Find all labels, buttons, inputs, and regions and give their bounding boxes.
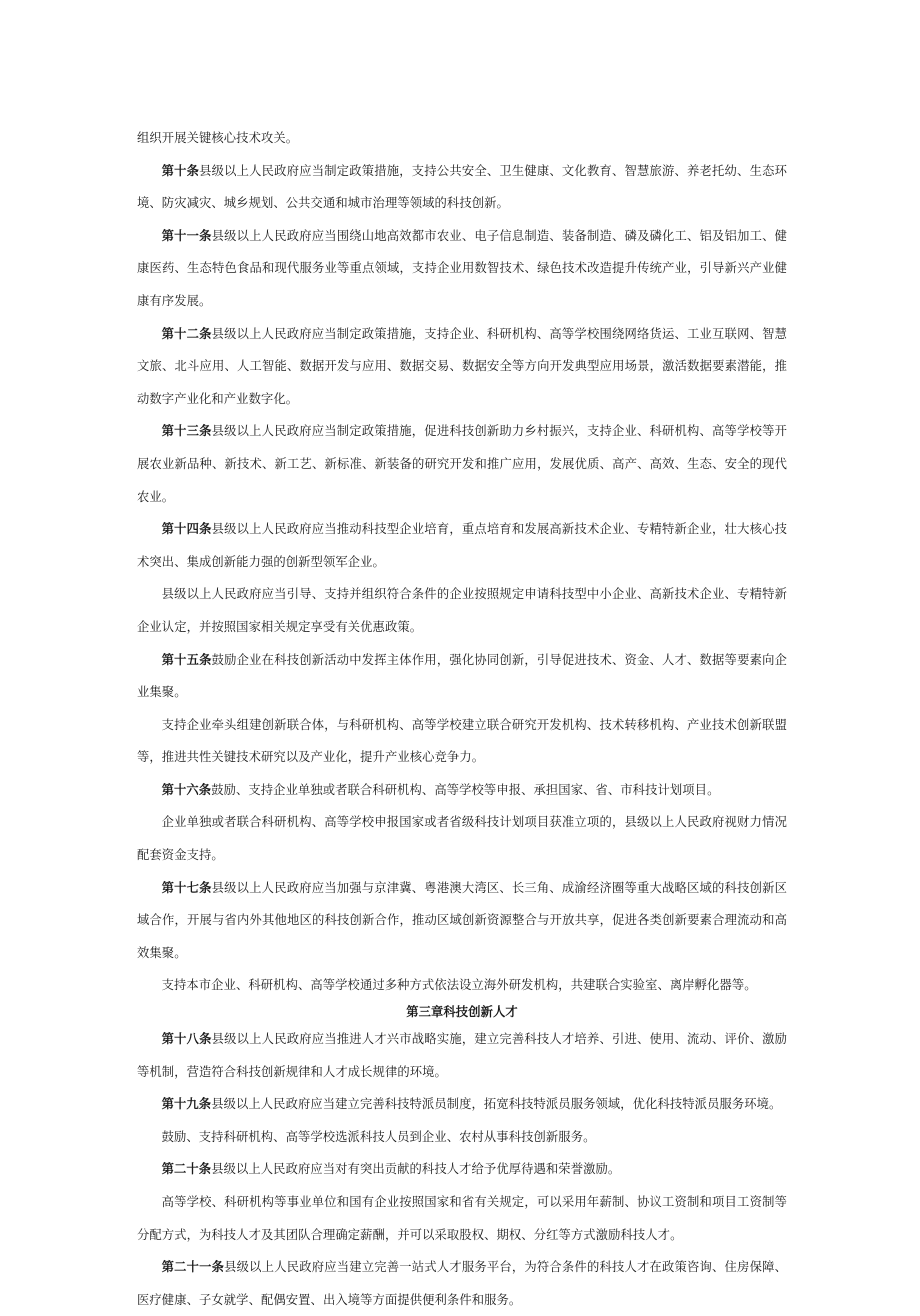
paragraph-text: 支持本市企业、科研机构、高等学校通过多种方式依法设立海外研发机构，共建联合实验室、离岸孵化器等。 — [161, 978, 757, 993]
article-20 — [137, 1153, 787, 1186]
paragraph-text: 支持企业牵头组建创新联合体，与科研机构、高等学校建立联合研究开发机构、技术转移机构、产业技术创新联盟等，推进共性关键技术研究以及产业化，提升产业核心竞争力。 — [137, 717, 787, 765]
article-text: 县级以上人民政府应当围绕山地高效都市农业、电子信息制造、装备制造、磷及磷化工、铝及铝加工、健康医药、生态特色食品和现代服务业等重点领域，支持企业用数智技术、绿色技术改造提升传统产业，引导新兴产业健康有序发展。 — [137, 228, 787, 308]
article-number: 第十七条 — [161, 880, 212, 895]
article-text: 县级以上人民政府应当建立完善一站式人才服务平台，为符合条件的科技人才在政策咨询、住房保障、医疗健康、子女就学、配偶安置、出入境等方面提供便利条件和服务。 — [137, 1260, 787, 1307]
article-number: 第十二条 — [161, 326, 212, 341]
article-16 — [137, 774, 787, 807]
paragraph-text: 组织开展关键核心技术攻关。 — [137, 131, 299, 145]
article-text: 鼓励、支持企业单独或者联合科研机构、高等学校等申报、承担国家、省、市科技计划项目。 — [211, 782, 720, 797]
article-number: 第十三条 — [161, 424, 212, 439]
article-text: 县级以上人民政府应当建立完善科技特派员制度，拓宽科技特派员服务领域，优化科技特派员服务环境。 — [211, 1097, 782, 1112]
article-12 — [137, 318, 787, 416]
paragraph-text: 高等学校、科研机构等事业单位和国有企业按照国家和省有关规定，可以采用年薪制、协议工资制和项目工资制等分配方式，为科技人才及其团队合理确定薪酬，并可以采取股权、期权、分红等方式激励科技人才。 — [137, 1195, 787, 1242]
paragraph-plain — [137, 969, 787, 1002]
paragraph-plain — [137, 806, 787, 871]
article-text: 县级以上人民政府应当加强与京津冀、粤港澳大湾区、长三角、成渝经济圈等重大战略区域的科技创新区域合作，开展与省内外其他地区的科技创新合作，推动区域创新资源整合与开放共享，促进各类创新要素合理流动和高效集聚。 — [137, 880, 787, 960]
paragraph-plain — [137, 1121, 787, 1154]
paragraph-plain — [137, 1186, 787, 1251]
article-14 — [137, 513, 787, 578]
paragraph-plain — [137, 578, 787, 643]
article-number: 第十一条 — [161, 228, 212, 243]
chapter-heading: 第三章科技创新人才 — [406, 1005, 518, 1020]
article-number: 第十八条 — [161, 1032, 212, 1047]
article-18 — [137, 1023, 787, 1088]
paragraph-continuation — [137, 122, 787, 155]
article-13 — [137, 415, 787, 513]
article-number: 第十条 — [161, 163, 200, 178]
article-text: 县级以上人民政府应当对有突出贡献的科技人才给予优厚待遇和荣誉激励。 — [211, 1162, 621, 1177]
document-body — [137, 122, 787, 1316]
article-11 — [137, 220, 787, 318]
article-text: 县级以上人民政府应当制定政策措施，支持公共安全、卫生健康、文化教育、智慧旅游、养老托幼、生态环境、防灾减灾、城乡规划、公共交通和城市治理等领域的科技创新。 — [137, 163, 787, 211]
article-text: 鼓励企业在科技创新活动中发挥主体作用，强化协同创新，引导促进技术、资金、人才、数据等要素向企业集聚。 — [137, 652, 787, 700]
article-number: 第十六条 — [161, 782, 212, 797]
article-text: 县级以上人民政府应当推进人才兴市战略实施，建立完善科技人才培养、引进、使用、流动、评价、激励等机制，营造符合科技创新规律和人才成长规律的环境。 — [137, 1032, 787, 1079]
article-number: 第二十条 — [161, 1162, 212, 1177]
article-15 — [137, 644, 787, 709]
article-number: 第十五条 — [161, 652, 212, 667]
paragraph-text: 企业单独或者联合科研机构、高等学校申报国家或者省级科技计划项目获准立项的，县级以上人民政府视财力情况配套资金支持。 — [137, 815, 787, 863]
article-number: 第十九条 — [161, 1097, 212, 1112]
paragraph-text: 鼓励、支持科研机构、高等学校选派科技人员到企业、农村从事科技创新服务。 — [161, 1129, 596, 1144]
paragraph-plain — [137, 709, 787, 774]
paragraph-text: 县级以上人民政府应当引导、支持并组织符合条件的企业按照规定申请科技型中小企业、高新技术企业、专精特新企业认定，并按照国家相关规定享受有关优惠政策。 — [137, 587, 787, 634]
article-number: 第二十一条 — [161, 1260, 225, 1275]
article-21 — [137, 1251, 787, 1316]
article-19 — [137, 1088, 787, 1121]
article-text: 县级以上人民政府应当推动科技型企业培育，重点培育和发展高新技术企业、专精特新企业，壮大核心技术突出、集成创新能力强的创新型领军企业。 — [137, 522, 787, 569]
article-10 — [137, 155, 787, 220]
article-number: 第十四条 — [161, 522, 212, 537]
article-text: 县级以上人民政府应当制定政策措施，促进科技创新助力乡村振兴，支持企业、科研机构、高等学校等开展农业新品种、新技术、新工艺、新标准、新装备的研究开发和推广应用，发展优质、高产、高效、生态、安全的现代农业。 — [137, 424, 787, 504]
article-text: 县级以上人民政府应当制定政策措施，支持企业、科研机构、高等学校围绕网络货运、工业互联网、智慧文旅、北斗应用、人工智能、数据开发与应用、数据交易、数据安全等方向开发典型应用场景，激活数据要素潜能，推动数字产业化和产业数字化。 — [137, 326, 787, 406]
article-17 — [137, 872, 787, 970]
